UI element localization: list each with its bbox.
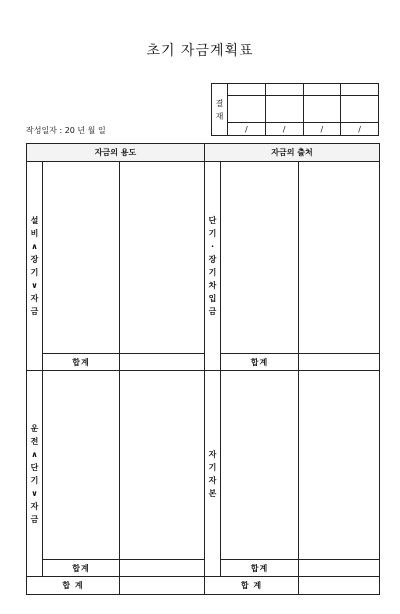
subtotal-label: 합계 — [221, 560, 299, 577]
total-label: 합 계 — [27, 577, 120, 595]
approval-box — [211, 83, 379, 136]
approval-cell — [265, 84, 303, 96]
entry-cell[interactable] — [43, 162, 120, 354]
subtotal-label: 합계 — [43, 560, 120, 577]
header-uses: 자금의 용도 — [27, 144, 205, 162]
approval-sign-cell — [265, 96, 303, 123]
entry-cell[interactable] — [299, 162, 380, 354]
approval-cell — [303, 84, 341, 96]
section-label-facility: 설비∧장기∨자금 — [27, 162, 43, 371]
entry-cell[interactable] — [221, 371, 299, 560]
subtotal-label: 합계 — [43, 354, 120, 371]
total-label: 합 계 — [205, 577, 299, 595]
subtotal-value[interactable] — [120, 560, 205, 577]
section-label-equity: 자기자본 — [205, 371, 221, 577]
approval-sign-cell — [228, 96, 266, 123]
approval-cell — [228, 84, 266, 96]
approval-date-cell: / — [341, 123, 379, 136]
approval-date-cell: / — [303, 123, 341, 136]
subtotal-value[interactable] — [120, 354, 205, 371]
entry-cell[interactable] — [299, 371, 380, 560]
approval-date-cell: / — [265, 123, 303, 136]
entry-cell[interactable] — [120, 371, 205, 560]
entry-cell[interactable] — [43, 371, 120, 560]
approval-label: 결재 — [212, 84, 228, 136]
written-date: 작성일자 : 20 년 월 일 — [26, 126, 106, 135]
entry-cell[interactable] — [221, 162, 299, 354]
section-label-operating: 운전∧단기∨자금 — [27, 371, 43, 577]
subtotal-label: 합계 — [221, 354, 299, 371]
subtotal-value[interactable] — [299, 560, 380, 577]
total-value[interactable] — [120, 577, 205, 595]
entry-cell[interactable] — [120, 162, 205, 354]
subtotal-value[interactable] — [299, 354, 380, 371]
approval-date-cell: / — [228, 123, 266, 136]
approval-sign-cell — [303, 96, 341, 123]
page-title: 초기 자금계획표 — [146, 43, 254, 59]
approval-cell — [341, 84, 379, 96]
fund-plan-table — [26, 143, 380, 595]
header-sources: 자금의 출처 — [205, 144, 380, 162]
approval-sign-cell — [341, 96, 379, 123]
total-value[interactable] — [299, 577, 380, 595]
section-label-borrowings: 단기·장기차입금 — [205, 162, 221, 371]
